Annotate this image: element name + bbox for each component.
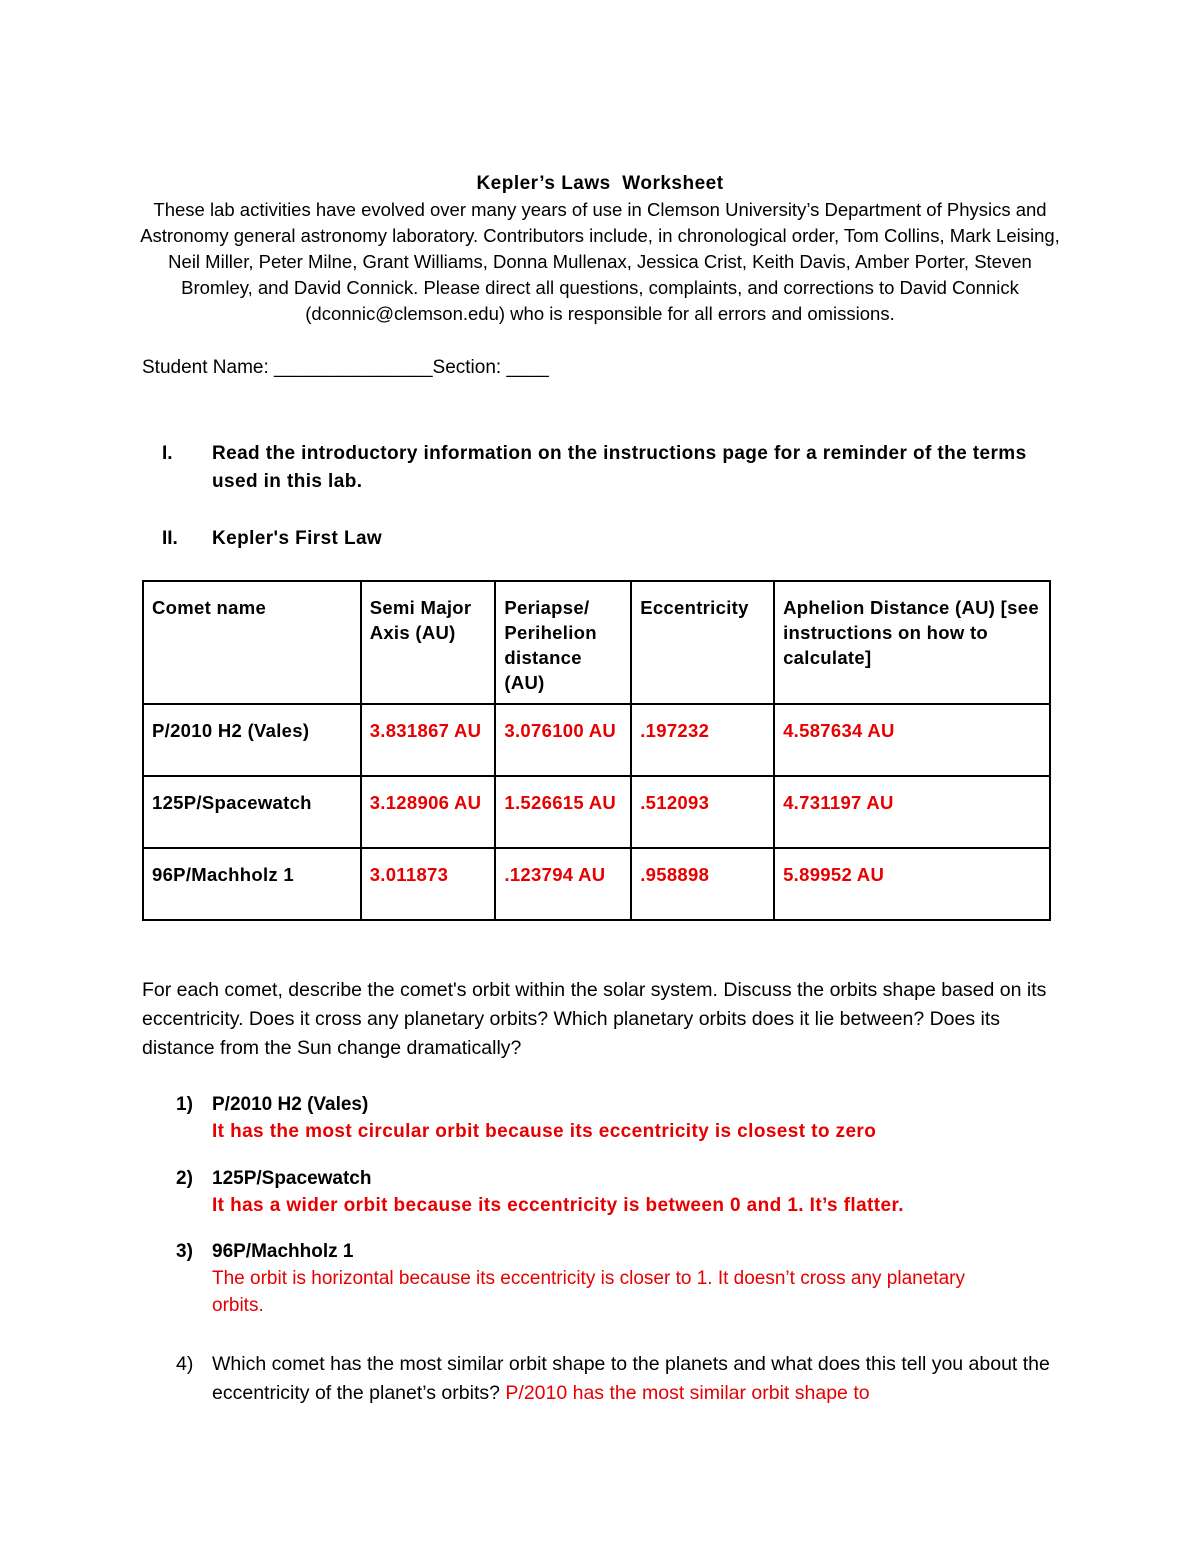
intro-paragraph: These lab activities have evolved over many years of use in Clemson University’s Department of Physics and Astronomy general astronomy laboratory. Contributors include, in chronological order, Tom Collins, Mark Leising, Neil Miller, Peter Milne, Grant Williams, Donna Mullenax, Jessica Crist, Keith Davis, Amber Porter, Steven Bromley, and David Connick. Please direct all questions, complaints, and corrections to David Connick (dconnic@clemson.edu) who is responsible for all errors and omissions. — [140, 199, 1060, 324]
aphelion-cell: 5.89952 AU — [774, 848, 1050, 920]
answer-text: It has a wider orbit because its eccentricity is between 0 and 1. It’s flatter. — [212, 1195, 904, 1216]
eccentricity-cell: .197232 — [631, 704, 774, 776]
answer-comet-name: 96P/Machholz 1 — [212, 1241, 354, 1262]
answer-number: 2) — [176, 1168, 193, 1189]
document-title: Kepler’s Laws Worksheet — [476, 173, 724, 194]
semi-major-cell: 3.011873 — [361, 848, 496, 920]
comet-name-cell: 96P/Machholz 1 — [143, 848, 361, 920]
student-name-section-line: Student Name: _______________Section: ____ — [142, 357, 549, 378]
eccentricity-cell: .958898 — [631, 848, 774, 920]
table-row — [143, 704, 1050, 776]
question-number: 4) — [176, 1353, 194, 1375]
perihelion-cell: .123794 AU — [495, 848, 631, 920]
perihelion-cell: 3.076100 AU — [495, 704, 631, 776]
answer-text: The orbit is horizontal because its eccentricity is closer to 1. It doesn’t cross any planetary orbits. — [212, 1268, 965, 1316]
aphelion-cell: 4.731197 AU — [774, 776, 1050, 848]
answer-text: It has the most circular orbit because its eccentricity is closest to zero — [212, 1121, 877, 1142]
header-semi-major-axis: Semi Major Axis (AU) — [361, 581, 496, 704]
semi-major-cell: 3.831867 AU — [361, 704, 496, 776]
header-perihelion: Periapse/ Perihelion distance (AU) — [495, 581, 631, 704]
aphelion-cell: 4.587634 AU — [774, 704, 1050, 776]
kepler-first-law-table — [142, 580, 1051, 921]
table-row — [143, 776, 1050, 848]
document-header — [140, 172, 1060, 327]
header-comet-name: Comet name — [143, 581, 361, 704]
answer-comet-name: 125P/Spacewatch — [212, 1168, 372, 1189]
header-aphelion: Aphelion Distance (AU) [see instructions on how to calculate] — [774, 581, 1050, 704]
table-row — [143, 848, 1050, 920]
perihelion-cell: 1.526615 AU — [495, 776, 631, 848]
header-eccentricity: Eccentricity — [631, 581, 774, 704]
section-number: II. — [162, 528, 178, 549]
answer-number: 1) — [176, 1094, 193, 1115]
answer-number: 3) — [176, 1241, 193, 1262]
orbit-question-prompt: For each comet, describe the comet's orbit within the solar system. Discuss the orbits shape based on its eccentricity. Does it cross any planetary orbits? Which planetary orbits does it lie between? Does its distance from the Sun change dramatically? — [142, 979, 1047, 1059]
answer-comet-name: P/2010 H2 (Vales) — [212, 1094, 369, 1115]
table-header-row — [143, 581, 1050, 704]
question-4-answer: P/2010 has the most similar orbit shape to — [505, 1382, 870, 1404]
section-text: Read the introductory information on the instructions page for a reminder of the terms used in this lab. — [212, 443, 1027, 492]
eccentricity-cell: .512093 — [631, 776, 774, 848]
section-number: I. — [162, 443, 173, 464]
question-4-prompt: Which comet has the most similar orbit shape to the planets and what does this tell you about the eccentricity of the planet’s orbits? — [212, 1353, 1050, 1404]
semi-major-cell: 3.128906 AU — [361, 776, 496, 848]
section-heading: Kepler's First Law — [212, 528, 383, 549]
comet-name-cell: P/2010 H2 (Vales) — [143, 704, 361, 776]
comet-name-cell: 125P/Spacewatch — [143, 776, 361, 848]
